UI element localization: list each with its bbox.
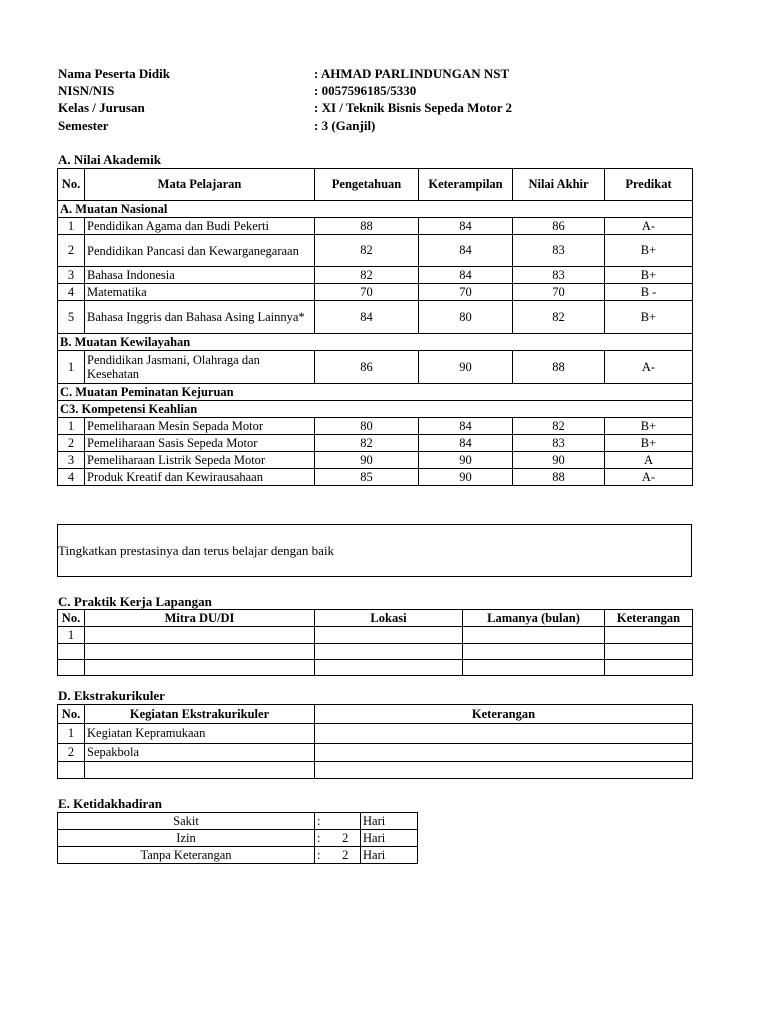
row-subject: Bahasa Indonesia	[85, 267, 315, 284]
row-final: 82	[513, 301, 605, 334]
group-nasional: A. Muatan Nasional	[58, 201, 693, 218]
ekskul-row-name: Sepakbola	[85, 744, 315, 762]
table-row	[58, 627, 693, 644]
table-row	[58, 452, 693, 469]
academic-title: A. Nilai Akademik	[58, 152, 161, 167]
teacher-note-text: Tingkatkan prestasinya dan terus belajar dengan baik	[58, 543, 335, 558]
row-knowledge: 90	[315, 452, 419, 469]
row-no: 1	[58, 418, 85, 435]
table-row	[58, 218, 693, 235]
table-row	[58, 301, 693, 334]
absence-colon: :	[315, 847, 331, 864]
ekskul-row-ket	[315, 762, 693, 779]
row-subject: Pemeliharaan Mesin Sepada Motor	[85, 418, 315, 435]
class-value: : XI / Teknik Bisnis Sepeda Motor 2	[314, 100, 513, 115]
class-label: Kelas / Jurusan	[58, 100, 145, 115]
nisn-value: : 0057596185/5330	[314, 83, 417, 98]
ekskul-row-ket	[315, 744, 693, 762]
row-predicate: B+	[605, 235, 693, 267]
absence-count	[331, 813, 361, 830]
academic-header-row	[58, 169, 693, 201]
academic-table	[57, 168, 693, 486]
absence-unit: Hari	[361, 847, 418, 864]
row-subject: Pemeliharaan Listrik Sepeda Motor	[85, 452, 315, 469]
pkl-row-no: 1	[58, 627, 85, 644]
ekskul-header-row	[58, 705, 693, 724]
row-no: 2	[58, 235, 85, 267]
nisn-label: NISN/NIS	[58, 83, 115, 98]
row-subject: Matematika	[85, 284, 315, 301]
row-final: 83	[513, 235, 605, 267]
table-row	[58, 762, 693, 779]
pkl-col-no: No.	[58, 610, 85, 627]
pkl-header-row	[58, 610, 693, 627]
row-predicate: B+	[605, 301, 693, 334]
row-final: 88	[513, 351, 605, 384]
ekskul-col-ket: Keterangan	[315, 705, 693, 724]
ekskul-row-name: Kegiatan Kepramukaan	[85, 724, 315, 744]
row-predicate: B+	[605, 418, 693, 435]
row-final: 88	[513, 469, 605, 486]
row-final: 83	[513, 435, 605, 452]
absence-row	[58, 813, 418, 830]
table-row	[58, 644, 693, 660]
row-knowledge: 82	[315, 435, 419, 452]
row-subject: Pendidikan Agama dan Budi Pekerti	[85, 218, 315, 235]
row-no: 2	[58, 435, 85, 452]
group-peminatan: C. Muatan Peminatan Kejuruan	[58, 384, 693, 401]
row-knowledge: 82	[315, 267, 419, 284]
ekskul-title: D. Ekstrakurikuler	[58, 688, 165, 703]
pkl-row-no	[58, 660, 85, 676]
col-no: No.	[58, 169, 85, 201]
absence-colon: :	[315, 830, 331, 847]
absence-count: 2	[331, 847, 361, 864]
row-knowledge: 85	[315, 469, 419, 486]
teacher-note	[57, 524, 692, 577]
row-subject: Bahasa Inggris dan Bahasa Asing Lainnya*	[85, 301, 315, 334]
row-no: 1	[58, 218, 85, 235]
table-row	[58, 724, 693, 744]
student-name-value: : AHMAD PARLINDUNGAN NST	[314, 66, 510, 81]
absence-title: E. Ketidakhadiran	[58, 796, 163, 811]
absence-row	[58, 830, 418, 847]
row-knowledge: 88	[315, 218, 419, 235]
ekskul-row-ket	[315, 724, 693, 744]
row-predicate: B+	[605, 267, 693, 284]
row-no: 3	[58, 267, 85, 284]
pkl-col-lama: Lamanya (bulan)	[463, 610, 605, 627]
pkl-col-lokasi: Lokasi	[315, 610, 463, 627]
ekskul-row-no	[58, 762, 85, 779]
row-predicate: A-	[605, 351, 693, 384]
row-knowledge: 80	[315, 418, 419, 435]
row-subject: Pemeliharaan Sasis Sepeda Motor	[85, 435, 315, 452]
row-no: 4	[58, 284, 85, 301]
table-row	[58, 660, 693, 676]
table-row	[58, 435, 693, 452]
row-skill: 70	[419, 284, 513, 301]
ekskul-col-kegiatan: Kegiatan Ekstrakurikuler	[85, 705, 315, 724]
pkl-row-no	[58, 644, 85, 660]
ekskul-table	[57, 704, 693, 779]
row-final: 90	[513, 452, 605, 469]
row-final: 82	[513, 418, 605, 435]
col-knowledge: Pengetahuan	[315, 169, 419, 201]
row-skill: 84	[419, 267, 513, 284]
col-subject: Mata Pelajaran	[85, 169, 315, 201]
row-no: 1	[58, 351, 85, 384]
row-subject: Pendidikan Pancasi dan Kewarganegaraan	[85, 235, 315, 267]
row-no: 3	[58, 452, 85, 469]
absence-unit: Hari	[361, 813, 418, 830]
table-row	[58, 351, 693, 384]
absence-table	[57, 812, 418, 864]
row-subject: Produk Kreatif dan Kewirausahaan	[85, 469, 315, 486]
table-row	[58, 284, 693, 301]
row-skill: 84	[419, 435, 513, 452]
row-no: 4	[58, 469, 85, 486]
row-knowledge: 82	[315, 235, 419, 267]
absence-label: Izin	[58, 830, 315, 847]
absence-unit: Hari	[361, 830, 418, 847]
ekskul-col-no: No.	[58, 705, 85, 724]
absence-count: 2	[331, 830, 361, 847]
ekskul-row-no: 2	[58, 744, 85, 762]
row-skill: 90	[419, 351, 513, 384]
absence-label: Sakit	[58, 813, 315, 830]
row-predicate: A-	[605, 218, 693, 235]
row-predicate: A	[605, 452, 693, 469]
semester-value: : 3 (Ganjil)	[314, 118, 376, 133]
row-predicate: B+	[605, 435, 693, 452]
semester-label: Semester	[58, 118, 109, 133]
row-skill: 90	[419, 452, 513, 469]
row-predicate: A-	[605, 469, 693, 486]
row-knowledge: 70	[315, 284, 419, 301]
absence-label: Tanpa Keterangan	[58, 847, 315, 864]
ekskul-row-name	[85, 762, 315, 779]
row-skill: 84	[419, 418, 513, 435]
group-kewilayahan: B. Muatan Kewilayahan	[58, 334, 693, 351]
row-final: 70	[513, 284, 605, 301]
table-row	[58, 267, 693, 284]
ekskul-row-no: 1	[58, 724, 85, 744]
table-row	[58, 235, 693, 267]
row-skill: 84	[419, 218, 513, 235]
row-knowledge: 84	[315, 301, 419, 334]
row-final: 83	[513, 267, 605, 284]
pkl-table	[57, 609, 693, 676]
pkl-title: C. Praktik Kerja Lapangan	[58, 594, 212, 609]
row-no: 5	[58, 301, 85, 334]
pkl-col-mitra: Mitra DU/DI	[85, 610, 315, 627]
row-skill: 80	[419, 301, 513, 334]
absence-colon: :	[315, 813, 331, 830]
table-row	[58, 744, 693, 762]
pkl-col-ket: Keterangan	[605, 610, 693, 627]
row-subject: Pendidikan Jasmani, Olahraga dan Kesehatan	[85, 351, 315, 384]
group-kompetensi: C3. Kompetensi Keahlian	[58, 401, 693, 418]
row-skill: 84	[419, 235, 513, 267]
table-row	[58, 418, 693, 435]
col-final: Nilai Akhir	[513, 169, 605, 201]
row-final: 86	[513, 218, 605, 235]
absence-row	[58, 847, 418, 864]
row-skill: 90	[419, 469, 513, 486]
table-row	[58, 469, 693, 486]
row-knowledge: 86	[315, 351, 419, 384]
student-name-label: Nama Peserta Didik	[58, 66, 170, 81]
col-predicate: Predikat	[605, 169, 693, 201]
col-skill: Keterampilan	[419, 169, 513, 201]
row-predicate: B -	[605, 284, 693, 301]
